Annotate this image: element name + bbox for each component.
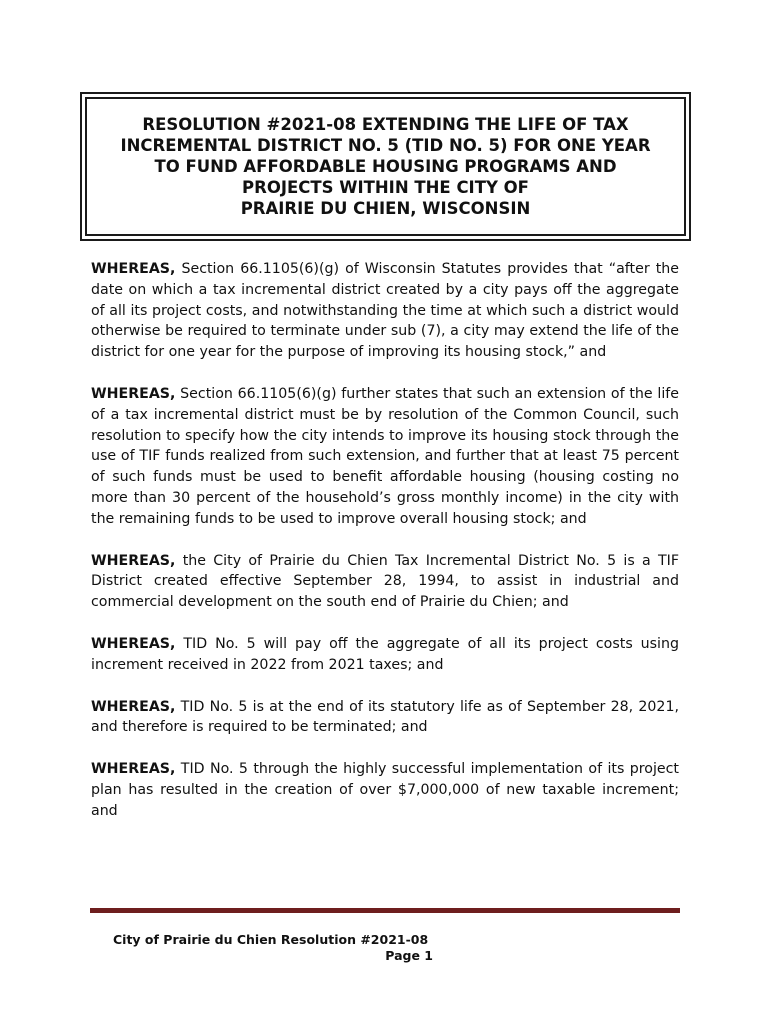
title-line-4: PROJECTS WITHIN THE CITY OF	[242, 178, 529, 197]
paragraph-text: TID No. 5 is at the end of its statutory life as of September 28, 2021, and therefore is required to be terminated; and	[91, 698, 679, 736]
paragraph-text: the City of Prairie du Chien Tax Incremental District No. 5 is a TIF District created effective September 28, 1994, to assist in industrial and commercial development on the south end of Prairie du Chien; and	[91, 552, 679, 611]
whereas-lead: WHEREAS,	[91, 261, 176, 277]
whereas-paragraph-5	[91, 697, 679, 739]
whereas-lead: WHEREAS,	[91, 635, 176, 652]
title-line-3: TO FUND AFFORDABLE HOUSING PROGRAMS AND	[154, 157, 617, 176]
title-line-5: PRAIRIE DU CHIEN, WISCONSIN	[240, 199, 531, 218]
whereas-lead: WHEREAS,	[91, 761, 176, 778]
whereas-paragraph-6	[91, 759, 679, 821]
whereas-lead: WHEREAS,	[91, 385, 176, 402]
footer-title: City of Prairie du Chien Resolution #2021-08	[113, 932, 429, 947]
whereas-paragraph-4	[91, 634, 679, 676]
paragraph-text: Section 66.1105(6)(g) further states that such an extension of the life of a tax incremental district must be by resolution of the Common Council, such resolution to specify how the city intends to improve its housing stock through the use of TIF funds realized from such extension, and further that at least 75 percent of such funds must be used to benefit affordable housing (housing costing no more than 30 percent of the household’s gross monthly income) in the city with the remaining funds to be used to improve overall housing stock; and	[91, 385, 679, 527]
whereas-lead: WHEREAS,	[91, 698, 176, 715]
paragraph-text: TID No. 5 will pay off the aggregate of all its project costs using increment received in 2022 from 2021 taxes; and	[91, 635, 679, 673]
page-footer	[113, 932, 433, 964]
title-line-2: INCREMENTAL DISTRICT NO. 5 (TID NO. 5) FOR ONE YEAR	[120, 136, 651, 155]
resolution-title-box	[80, 92, 691, 241]
paragraph-text: TID No. 5 through the highly successful implementation of its project plan has resulted in the creation of over $7,000,000 of new taxable increment; and	[91, 761, 679, 819]
footer-divider	[90, 908, 680, 913]
paragraph-text: Section 66.1105(6)(g) of Wisconsin Statutes provides that “after the date on which a tax incremental district created by a city pays off the aggregate of all its project costs, and notwithstanding the time at which such a district would otherwise be required to terminate under sub (7), a city may extend the life of the district for one year for the purpose of improving its housing stock,” and	[91, 261, 679, 361]
resolution-title-inner-border	[85, 97, 686, 236]
whereas-paragraph-3	[91, 551, 679, 613]
resolution-body	[91, 259, 679, 843]
page-number: Page 1	[385, 948, 433, 963]
whereas-lead: WHEREAS,	[91, 552, 176, 569]
whereas-paragraph-1	[91, 259, 679, 363]
title-line-1: RESOLUTION #2021-08 EXTENDING THE LIFE OF TAX	[142, 115, 629, 134]
whereas-paragraph-2	[91, 384, 679, 530]
